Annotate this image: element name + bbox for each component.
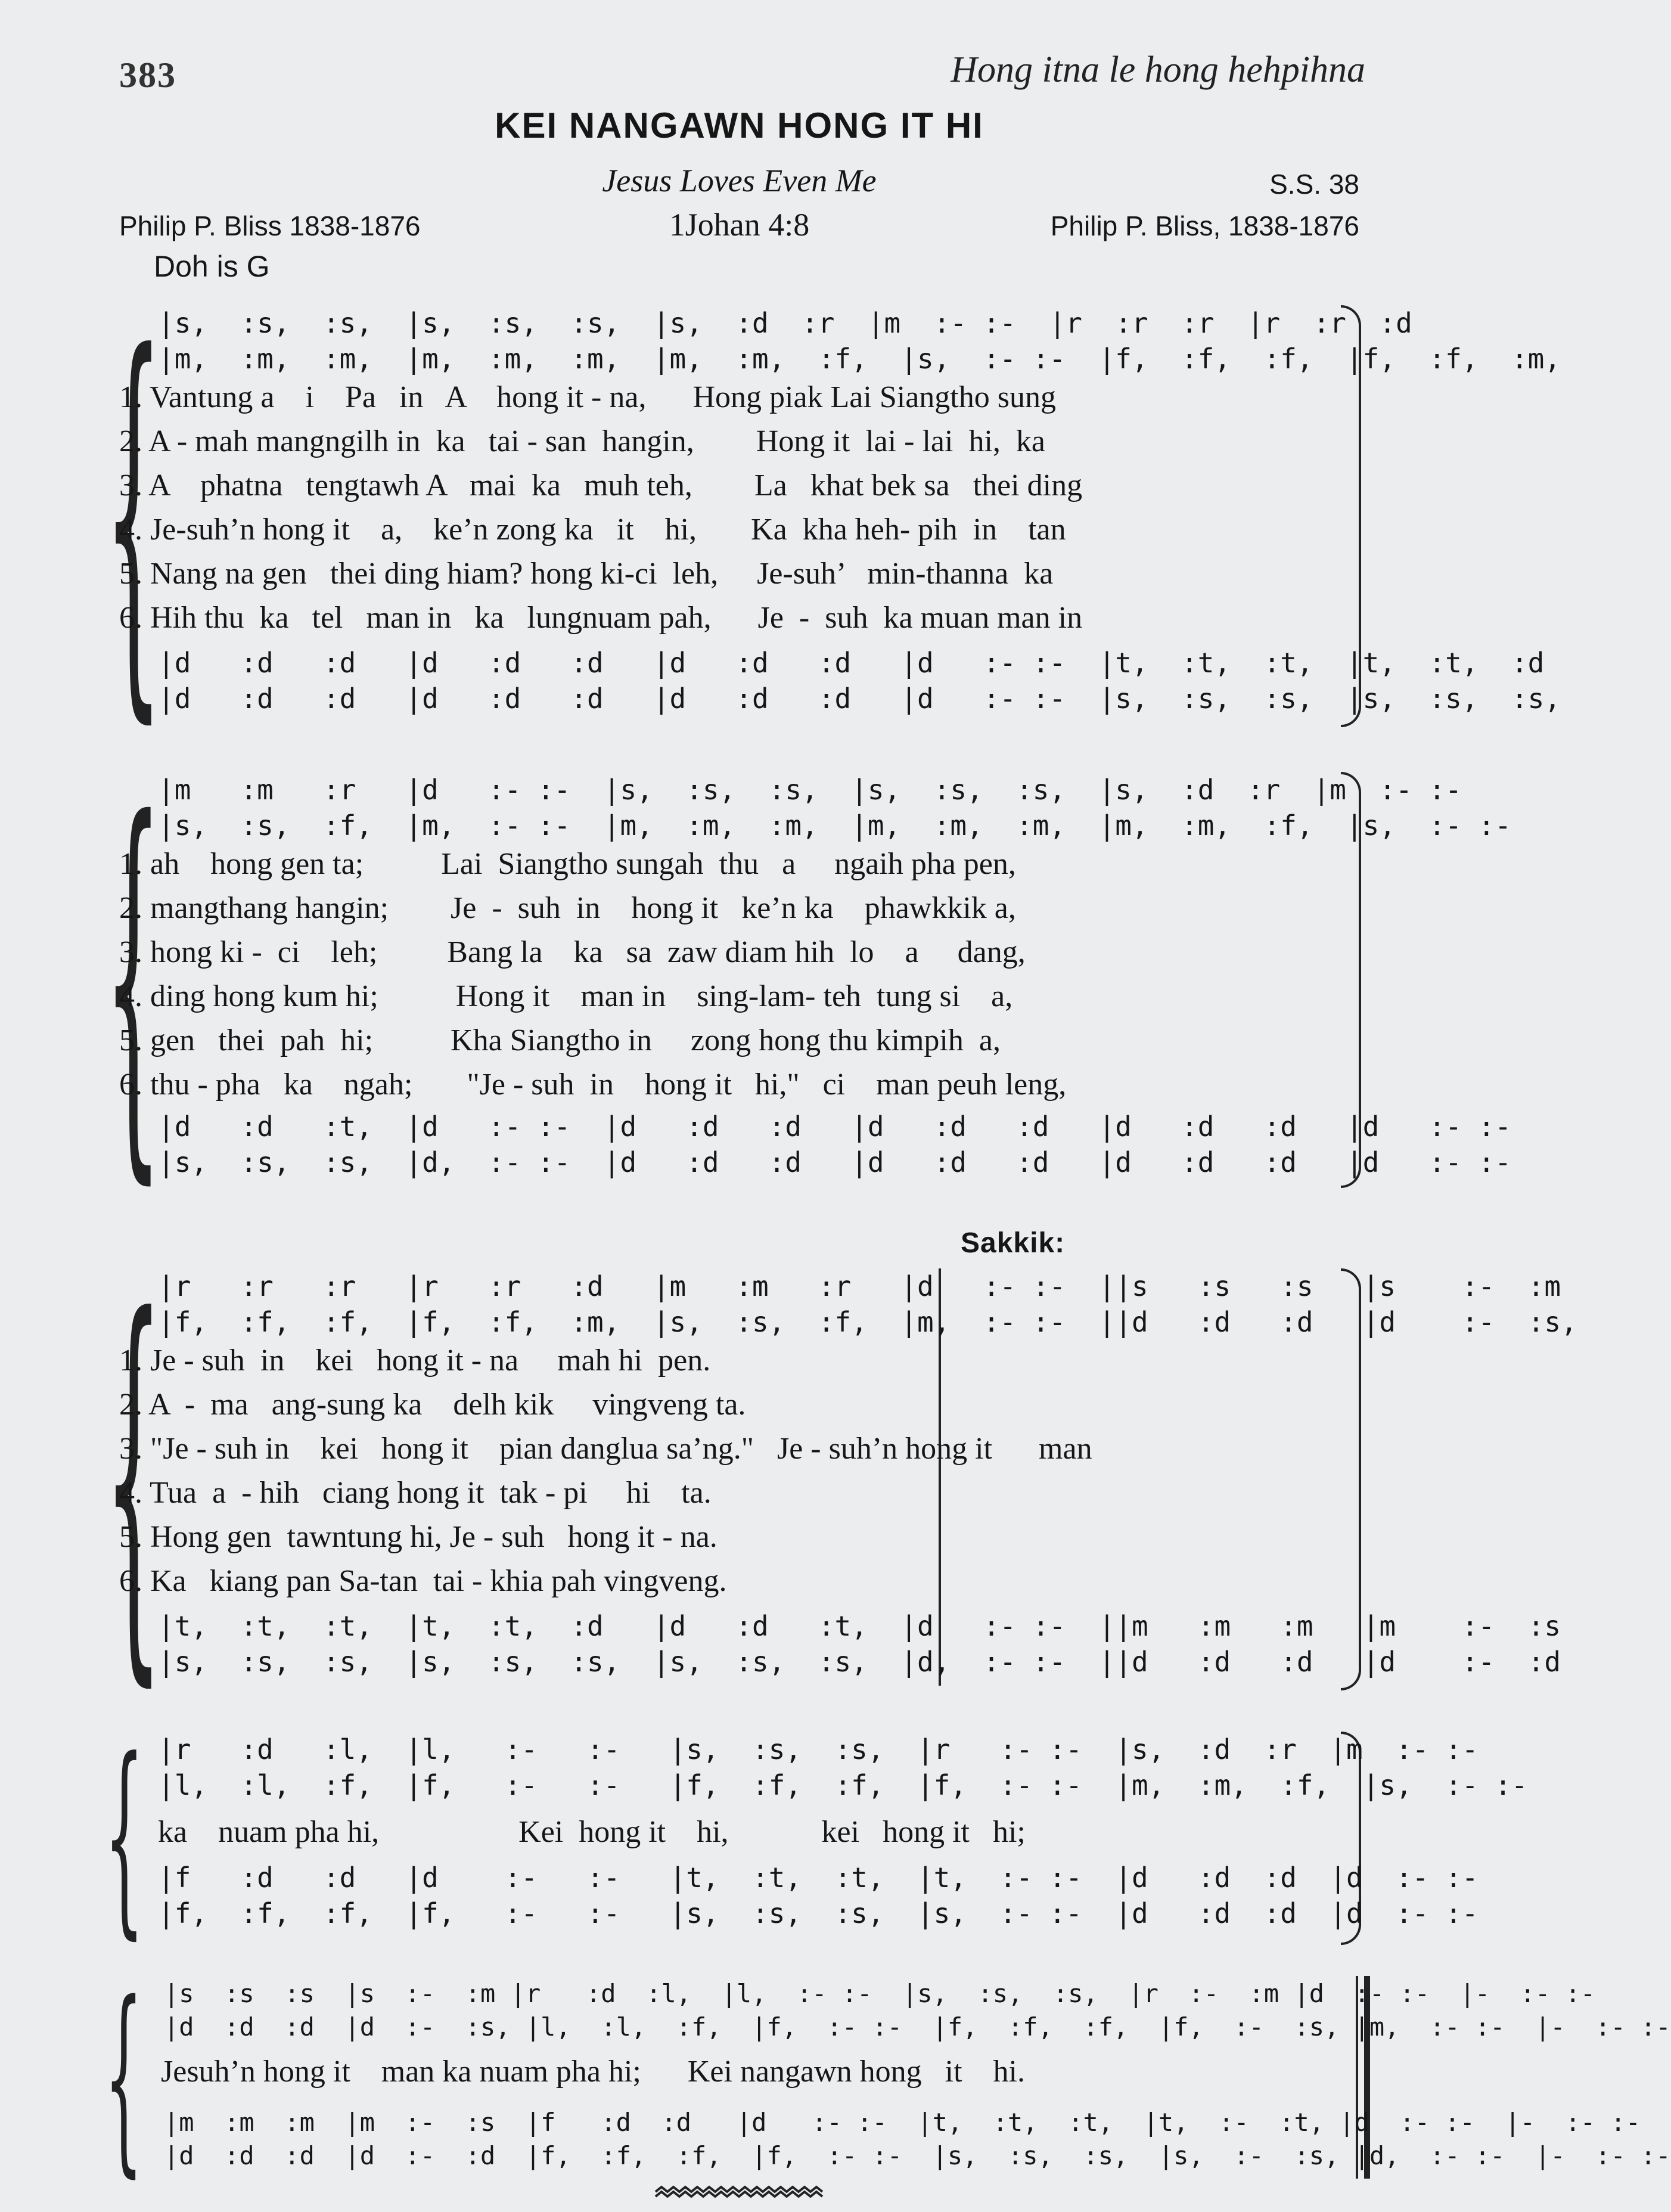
lower-staff-2: |s, :s, :s, |d, :- :- |d :d :d |d :d :d |d :d :d |d :- :- (158, 1146, 1511, 1178)
section-title: Hong itna le hong hehpihna (951, 49, 1365, 90)
lyric-line: 6. Ka kiang pan Sa-tan tai - khia pah vingveng. (119, 1564, 727, 1598)
lyric-line: 5. Nang na gen thei ding hiam? hong ki-ci leh, Je-suh’ min-thanna ka (119, 557, 1054, 591)
lower-staff-2: |d :d :d |d :d :d |d :d :d |d :- :- |s, :s, :s, |s, :s, :s, (158, 682, 1561, 715)
upper-staff-1: |s, :s, :s, |s, :s, :s, |s, :d :r |m :- :- |r :r :r |r :r :d (158, 307, 1412, 339)
lyric-line: 1. ah hong gen ta; Lai Siangtho sungah thu a ngaih pha pen, (119, 847, 1016, 881)
music-author: Philip P. Bliss, 1838-1876 (1050, 210, 1359, 241)
lower-staff-2: |f, :f, :f, |f, :- :- |s, :s, :s, |s, :- :- |d :d :d |d :- :- (158, 1897, 1479, 1929)
lyric-line: 3. hong ki - ci leh; Bang la ka sa zaw diam hih lo a dang, (119, 935, 1026, 969)
ss-number: S.S. 38 (1269, 169, 1359, 200)
scripture-reference: 1Johan 4:8 (669, 207, 810, 243)
lower-staff-2: |d :d :d |d :- :d |f, :f, :f, |f, :- :- |s, :s, :s, |s, :- :s, |d, :- :- |- :- :- (164, 2141, 1671, 2170)
lower-staff-1: |f :d :d |d :- :- |t, :t, :t, |t, :- :- |d :d :d |d :- :- (158, 1862, 1479, 1894)
lyric-line: 3. A phatna tengtawh A mai ka muh teh, La khat bek sa thei ding (119, 469, 1083, 502)
hymn-title: KEI NANGAWN HONG IT HI (495, 106, 984, 145)
upper-staff-1: |r :d :l, |l, :- :- |s, :s, :s, |r :- :- |s, :d :r |m :- :- (158, 1733, 1479, 1766)
lower-staff-2: |s, :s, :s, |s, :s, :s, |s, :s, :s, |d, :- :- ||d :d :d |d :- :d (158, 1646, 1561, 1678)
upper-staff-2: |l, :l, :f, |f, :- :- |f, :f, :f, |f, :- :- |m, :m, :f, |s, :- :- (158, 1769, 1528, 1801)
lyric-line: 5. Hong gen tawntung hi, Je - suh hong it - na. (119, 1520, 718, 1554)
left-brace: { (104, 1959, 143, 2195)
lyric-line: 2. A - mah mangngilh in ka tai - san hangin, Hong it lai - lai hi, ka (119, 424, 1045, 458)
upper-staff-2: |s, :s, :f, |m, :- :- |m, :m, :m, |m, :m, :m, |m, :m, :f, |s, :- :- (158, 809, 1511, 842)
lyric-line: 2. mangthang hangin; Je - suh in hong it ke’n ka phawkkik a, (119, 891, 1016, 925)
music-system-4 (104, 1714, 1528, 1957)
words-author: Philip P. Bliss 1838-1876 (119, 210, 421, 241)
lyric-line: 4. Je-suh’n hong it a, ke’n zong ka it hi, Ka kha heh- pih in tan (119, 513, 1066, 547)
lyric-line: 4. ding hong kum hi; Hong it man in sing-lam- teh tung si a, (119, 979, 1013, 1013)
lyric-line: 6. Hih thu ka tel man in ka lungnuam pah, Je - suh ka muan man in (119, 601, 1083, 635)
lower-staff-1: |t, :t, :t, |t, :t, :d |d :d :t, |d :- :- ||m :m :m |m :- :s (158, 1610, 1561, 1642)
refrain-label: Sakkik: (961, 1227, 1066, 1259)
key-signature: Doh is G (154, 250, 270, 283)
left-brace: { (104, 1234, 163, 1720)
lyric-line: 2. A - ma ang-sung ka delh kik vingveng ta. (119, 1388, 746, 1422)
upper-staff-1: |m :m :r |d :- :- |s, :s, :s, |s, :s, :s, |s, :d :r |m :- :- (158, 774, 1462, 806)
music-system-5 (104, 1959, 1671, 2195)
music-system-1 (104, 271, 1561, 756)
upper-staff-1: |r :r :r |r :r :d |m :m :r |d :- :- ||s :s :s |s :- :m (158, 1270, 1561, 1302)
upper-staff-2: |d :d :d |d :- :s, |l, :l, :f, |f, :- :- |f, :f, :f, |f, :- :s, |m, :- :- |- :- :- (164, 2012, 1671, 2042)
lyric-line: ka nuam pha hi, Kei hong it hi, kei hong it hi; (158, 1815, 1026, 1849)
lower-staff-1: |d :d :d |d :d :d |d :d :d |d :- :- |t, :t, :t, |t, :t, :d (158, 647, 1545, 679)
left-brace: { (104, 738, 162, 1217)
lower-staff-1: |d :d :t, |d :- :- |d :d :d |d :d :d |d :d :d |d :- :- (158, 1110, 1511, 1143)
lyric-line: 3. "Je - suh in kei hong it pian danglua sa’ng." Je - suh’n hong it man (119, 1432, 1092, 1466)
page-number: 383 (119, 55, 176, 95)
english-title: Jesus Loves Even Me (602, 163, 877, 198)
lyric-line: 1. Vantung a i Pa in A hong it - na, Hong piak Lai Siangtho sung (119, 380, 1056, 414)
left-brace: { (104, 271, 163, 756)
lyric-line: 5. gen thei pah hi; Kha Siangtho in zong hong thu kimpih a, (119, 1023, 1001, 1057)
upper-staff-1: |s :s :s |s :- :m |r :d :l, |l, :- :- |s, :s, :s, |r :- :m |d :- :- |- :- :- (164, 1979, 1596, 2008)
upper-staff-2: |m, :m, :m, |m, :m, :m, |m, :m, :f, |s, :- :- |f, :f, :f, |f, :f, :m, (158, 343, 1561, 375)
lyric-line: 4. Tua a - hih ciang hong it tak - pi hi ta. (119, 1476, 712, 1510)
left-brace: { (104, 1714, 144, 1957)
lower-staff-1: |m :m :m |m :- :s |f :d :d |d :- :- |t, :t, :t, |t, :- :t, |d :- :- |- :- :- (164, 2108, 1641, 2137)
upper-staff-2: |f, :f, :f, |f, :f, :m, |s, :s, :f, |m, :- :- ||d :d :d |d :- :s, (158, 1306, 1577, 1338)
lyric-line: 6. thu - pha ka ngah; "Je - suh in hong it hi," ci man peuh leng, (119, 1068, 1067, 1102)
music-system-2 (104, 738, 1511, 1217)
end-ornament (656, 2185, 822, 2199)
lyric-line: 1. Je - suh in kei hong it - na mah hi pen. (119, 1344, 711, 1378)
lyric-line: Jesuh’n hong it man ka nuam pha hi; Kei nangawn hong it hi. (161, 2055, 1026, 2089)
